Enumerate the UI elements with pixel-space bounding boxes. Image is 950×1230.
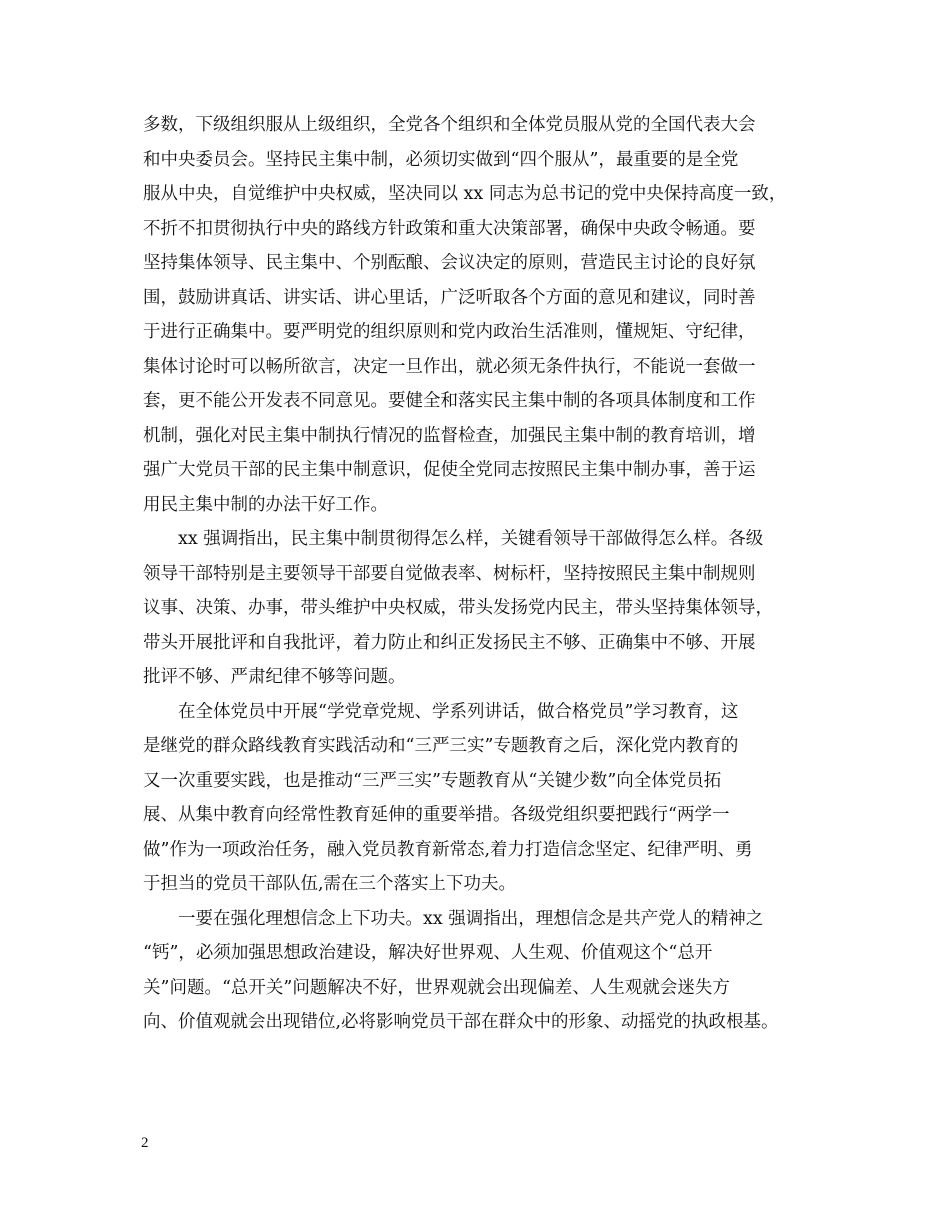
paragraph-3: 在全体党员中开展“学党章党规、学系列讲话，做合格党员”学习教育，这 是继党的群众路线教育实践活动和“三严三实”专题教育之后，深化党内教育的 又一次重要实践，也是推动“三严三实”专题教育从“关键少数”向全体党员拓 展、从集中教育向经常性教育延伸的重要举措。各级党组织要把践行“两学一 做”作为一项政治任务，融入党员教育新常态,着力打造信念坚定、纪律严明、勇 于担当的党员干部队伍,需在三个落实上下功夫。 bbox=[143, 701, 753, 894]
paragraph-2: xx 强调指出，民主集中制贯彻得怎么样，关键看领导干部做得怎么样。各级 领导干部特别是主要领导干部要自觉做表率、树标杆，坚持按照民主集中制规则 议事、决策、办事，带头维护中央权威，带头发扬党内民主，带头坚持集体领导， 带头开展批评和自我批评，着力防止和纠正发扬民主不够、正确集中不够、开展 批评不够、严肃纪律不够等问题。 bbox=[143, 529, 773, 687]
page-number: 2 bbox=[141, 1135, 149, 1151]
document-body bbox=[143, 108, 823, 1040]
paragraph-1: 多数，下级组织服从上级组织，全党各个组织和全体党员服从党的全国代表大会 和中央委员会。坚持民主集中制，必须切实做到“四个服从”，最重要的是全党 服从中央，自觉维护中央权威，坚决同以 xx 同志为总书记的党中央保持高度一致， 不折不扣贯彻执行中央的路线方针政策和重大决策部署，确保中央政令畅通。要 坚持集体领导、民主集中、个别酝酿、会议决定的原则，营造民主讨论的良好氛 围，鼓励讲真话、讲实话、讲心里话，广泛听取各个方面的意见和建议，同时善 于进行正确集中。要严明党的组织原则和党内政治生活准则，懂规矩、守纪律， 集体讨论时可以畅所欲言，决定一旦作出，就必须无条件执行，不能说一套做一 套，更不能公开发表不同意见。要健全和落实民主集中制的各项具体制度和工作 机制，强化对民主集中制执行情况的监督检查，加强民主集中制的教育培训，增 强广大党员干部的民主集中制意识，促使全党同志按照民主集中制办事，善于运 用民主集中制的办法干好工作。 bbox=[143, 115, 787, 515]
paragraph-4: 一要在强化理想信念上下功夫。xx 强调指出，理想信念是共产党人的精神之 “钙”，必须加强思想政治建设，解决好世界观、人生观、价值观这个“总开 关”问题。“总开关”问题解决不好，世界观就会出现偏差、人生观就会迷失方 向、价值观就会出现错位,必将影响党员干部在群众中的形象、动摇党的执政根基。 bbox=[143, 908, 779, 1032]
